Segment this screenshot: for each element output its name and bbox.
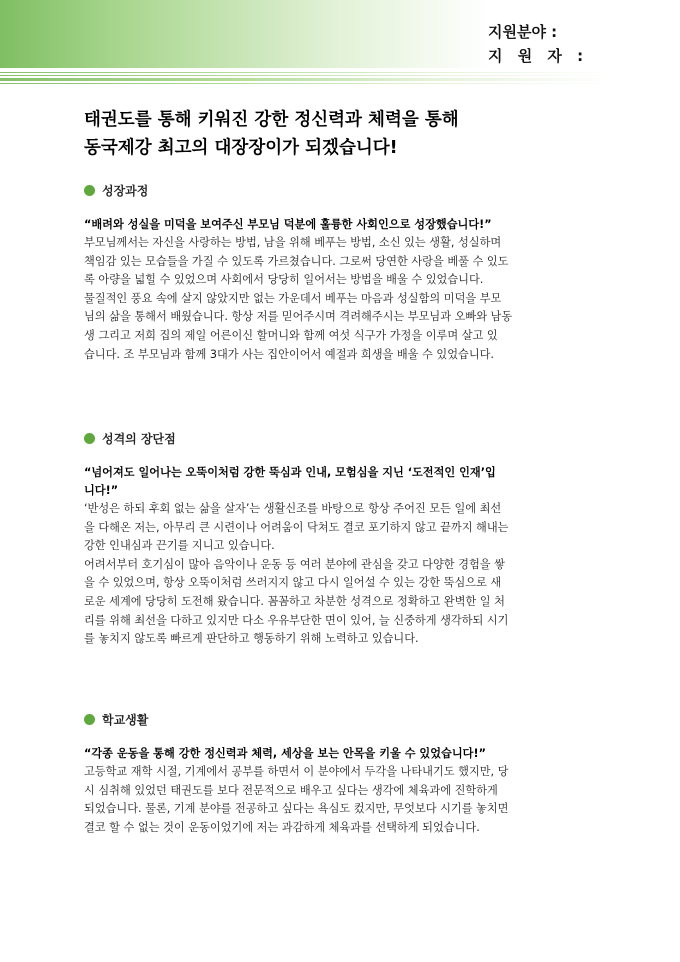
section-body	[84, 500, 604, 649]
body-line: 를 놓치지 않도록 빠르게 판단하고 행동하기 위해 노력하고 있습니다.	[84, 632, 419, 646]
body-line: 리를 위해 최선을 다하고 있지만 다소 우유부단한 면이 있어, 늘 신중하게 생각하되 시기	[84, 613, 509, 627]
section-body	[84, 763, 604, 837]
body-line: ‘반성은 하되 후회 없는 삶을 살자’는 생활신조를 바탕으로 항상 주어진 모든 일에 최선	[84, 502, 502, 515]
body-line: 습니다. 조 부모님과 함께 3대가 사는 집안이어서 예절과 희생을 배울 수 있었습니다.	[84, 347, 494, 361]
headline	[84, 106, 459, 162]
body-line: 책임감 있는 모습들을 가질 수 있도록 가르쳤습니다. 그로써 당연한 사랑을 베풀 수 있도	[84, 254, 509, 268]
body-line: 을 다해온 저는, 아무리 큰 시련이나 어려움이 닥쳐도 결코 포기하지 않고 끝까지 해내는	[84, 520, 509, 534]
section-title	[84, 180, 604, 200]
quote-line: 니다!”	[84, 484, 119, 497]
quote-line: “각종 운동을 통해 강한 정신력과 체력, 세상을 보는 안목을 키울 수 있었습니다!”	[84, 747, 486, 760]
section-growth	[84, 180, 604, 364]
body-line: 되었습니다. 물론, 기계 분야를 전공하고 싶다는 욕심도 컸지만, 무엇보다 시기를 놓치면	[84, 802, 509, 816]
body-line: 물질적인 풍요 속에 살지 않았지만 없는 가운데서 베푸는 마음과 성실함의 미덕을 부모	[84, 291, 502, 305]
body-line: 고등학교 재학 시절, 기계에서 공부를 하면서 이 분야에서 두각을 나타내기도 했지만, 당	[84, 765, 509, 778]
applicant-name-label: 지 원 자 :	[488, 47, 589, 65]
bullet-icon	[84, 433, 95, 444]
section-quote	[84, 216, 604, 234]
body-line: 로운 세계에 당당히 도전해 왔습니다. 꼼꼼하고 차분한 성격으로 정확하고 완벽한 일 처	[84, 594, 505, 608]
section-title	[84, 709, 604, 729]
section-personality	[84, 428, 604, 649]
headline-line-1: 태권도를 통해 키워진 강한 정신력과 체력을 통해	[84, 110, 459, 130]
section-quote	[84, 464, 604, 500]
quote-line: “배려와 성실을 미덕을 보여주신 부모님 덕분에 훌륭한 사회인으로 성장했습니다!”	[84, 218, 492, 231]
body-line: 어려서부터 호기심이 많아 음악이나 운동 등 여러 분야에 관심을 갖고 다양한 경험을 쌓	[84, 557, 505, 571]
section-title-text: 성장과정	[102, 183, 149, 198]
body-line: 을 수 있었으며, 항상 오뚝이처럼 쓰러지지 않고 다시 일어설 수 있는 강한 뚝심으로 새	[84, 576, 502, 590]
body-line: 님의 삶을 통해서 배웠습니다. 항상 저를 믿어주시며 격려해주시는 부모님과 오빠와 남동	[84, 310, 513, 324]
field-label: 지원분야 :	[488, 23, 558, 41]
section-title	[84, 428, 604, 448]
header-divider	[0, 72, 680, 86]
section-quote	[84, 745, 604, 763]
applicant-info	[488, 20, 588, 68]
section-body	[84, 234, 604, 364]
body-line: 록 아량을 넓힐 수 있었으며 사회에서 당당히 일어서는 방법을 배울 수 있었습니다.	[84, 273, 484, 287]
section-school-life	[84, 709, 604, 837]
bullet-icon	[84, 714, 95, 725]
bullet-icon	[84, 185, 95, 196]
section-title-text: 성격의 장단점	[102, 431, 176, 446]
body-line: 시 심취해 있었던 태권도를 보다 전문적으로 배우고 싶다는 생각에 체육과에 진학하게	[84, 783, 498, 797]
section-title-text: 학교생활	[102, 712, 149, 727]
headline-line-2: 동국제강 최고의 대장장이가 되겠습니다!	[84, 138, 398, 158]
body-line: 부모님께서는 자신을 사랑하는 방법, 남을 위해 베푸는 방법, 소신 있는 생활, 성실하며	[84, 236, 502, 249]
body-line: 결코 할 수 없는 것이 운동이었기에 저는 과감하게 체육과를 선택하게 되었습니다.	[84, 820, 480, 834]
body-line: 생 그리고 저희 집의 제일 어른이신 할머니와 함께 여섯 식구가 가정을 이루며 살고 있	[84, 328, 498, 342]
quote-line: “넘어져도 일어나는 오뚝이처럼 강한 뚝심과 인내, 모험심을 지닌 ‘도전적인 인재’입	[84, 466, 496, 479]
body-line: 강한 인내심과 끈기를 지니고 있습니다.	[84, 539, 275, 553]
